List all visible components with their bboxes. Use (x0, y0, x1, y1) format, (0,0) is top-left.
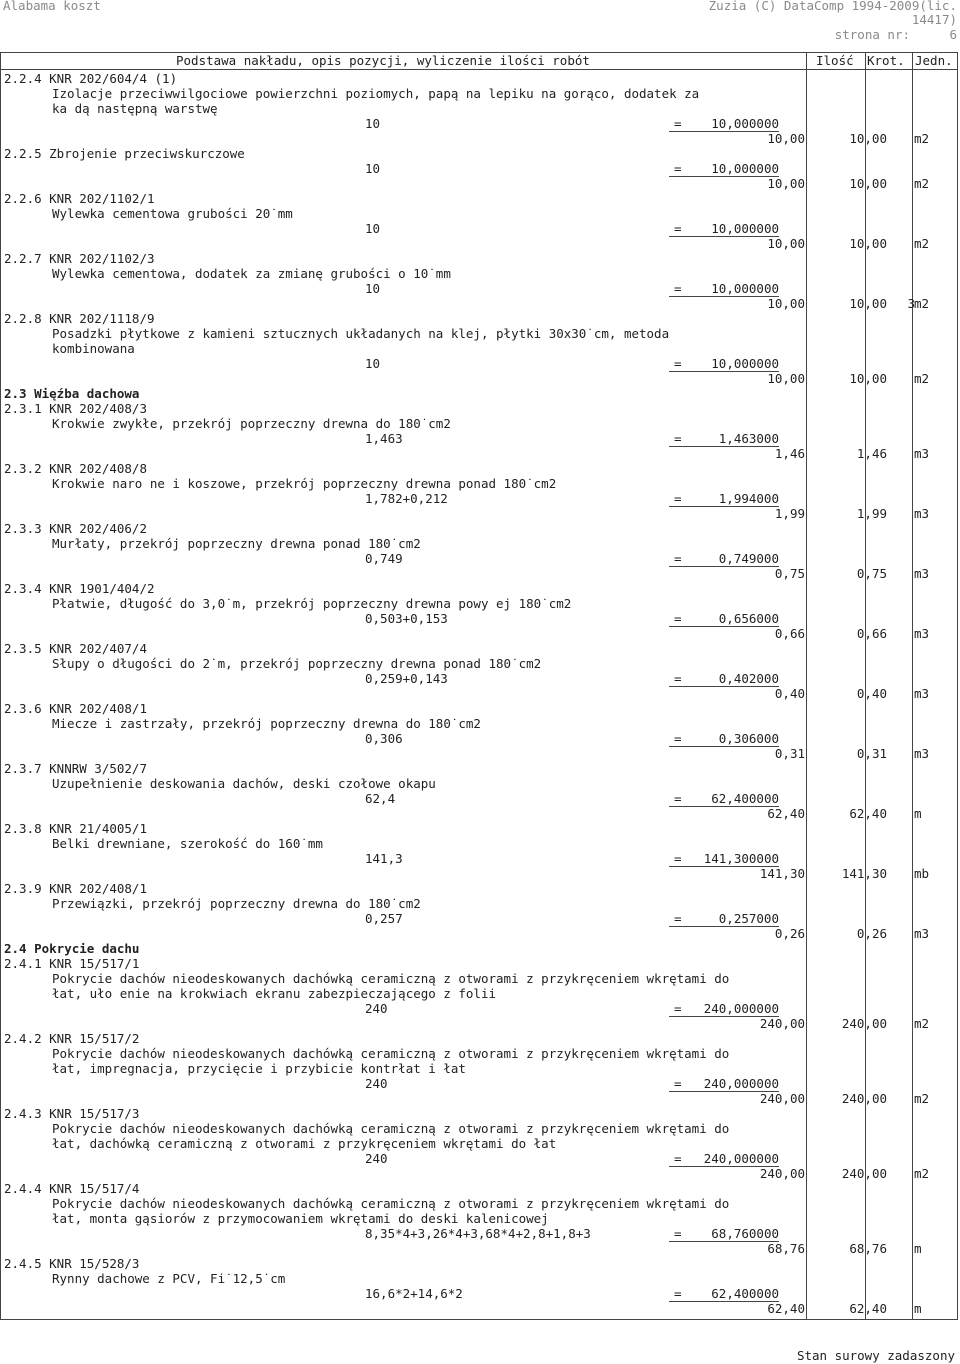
calculated-result: 240,000000 (669, 1151, 779, 1167)
table-row (1, 161, 959, 176)
unit-value: m2 (914, 1016, 930, 1031)
table-row (1, 1211, 959, 1226)
quantity-expression: 10 (365, 281, 381, 296)
equals-sign: = (674, 1286, 682, 1301)
calculated-result: 240,000000 (669, 1076, 779, 1092)
equals-sign: = (674, 911, 682, 926)
unit-value: m (914, 1241, 922, 1256)
equals-sign: = (674, 731, 682, 746)
table-row (1, 671, 959, 686)
table-row (1, 1061, 959, 1076)
table-row (1, 746, 959, 761)
table-row (1, 506, 959, 521)
item-number: 2.3.5 KNR 202/407/4 (4, 641, 147, 656)
quantity-expression: 1,463 (365, 431, 403, 446)
item-description: łat, impregnacja, przycięcie i przybicie kontrłat i łat (52, 1061, 466, 1076)
table-row (1, 206, 959, 221)
calculated-result: 141,300000 (669, 851, 779, 867)
item-number: 2.4.5 KNR 15/528/3 (4, 1256, 140, 1271)
table-row (1, 491, 959, 506)
table-row (1, 311, 959, 326)
calculated-result: 0,257000 (669, 911, 779, 927)
calculated-result: 0,306000 (669, 731, 779, 747)
ilosc-value: 10,00 (767, 236, 805, 251)
equals-sign: = (674, 1226, 682, 1241)
item-description: Miecze i zastrzały, przekrój poprzeczny drewna do 180˙cm2 (52, 716, 481, 731)
table-row (1, 866, 959, 881)
table-row (1, 761, 959, 776)
table-row (1, 791, 959, 806)
table-row (1, 911, 959, 926)
quantity-expression: 240 (365, 1076, 388, 1091)
table-row (1, 146, 959, 161)
unit-value: m3 (914, 626, 930, 641)
krot-value: 0,40 (856, 686, 887, 701)
item-description: Izolacje przeciwwilgociowe powierzchni poziomych, papą na lepiku na gorąco, dodatek za (52, 86, 700, 101)
item-number: 2.2.5 Zbrojenie przeciwskurczowe (4, 146, 245, 161)
header-divider (1, 69, 957, 70)
table-row (1, 836, 959, 851)
equals-sign: = (674, 551, 682, 566)
ilosc-value: 62,40 (767, 806, 805, 821)
table-row (1, 1031, 959, 1046)
table-row (1, 101, 959, 116)
table-row (1, 386, 959, 401)
table-row (1, 716, 959, 731)
krot-value: 10,00 (849, 236, 887, 251)
ilosc-value: 0,31 (774, 746, 805, 761)
item-description: Wylewka cementowa grubości 20˙mm (52, 206, 293, 221)
unit-value: m2 (914, 1091, 930, 1106)
item-number: 2.4.2 KNR 15/517/2 (4, 1031, 140, 1046)
calculated-result: 10,000000 (669, 161, 779, 177)
table-row (1, 596, 959, 611)
unit-value: m3 (914, 506, 930, 521)
quantity-expression: 10 (365, 161, 381, 176)
table-row (1, 896, 959, 911)
table-row (1, 446, 959, 461)
table-row (1, 236, 959, 251)
item-description: Płatwie, długość do 3,0˙m, przekrój poprzeczny drewna powy ej 180˙cm2 (52, 596, 572, 611)
table-row (1, 1091, 959, 1106)
krot-value: 0,26 (856, 926, 887, 941)
item-description: łat, dachówką ceramiczną z otworami z przykręceniem wkrętami do łat (52, 1136, 557, 1151)
table-row (1, 1166, 959, 1181)
table-row (1, 941, 959, 956)
table-row (1, 986, 959, 1001)
equals-sign: = (674, 356, 682, 371)
quantity-expression: 0,306 (365, 731, 403, 746)
krot-value: 1,46 (856, 446, 887, 461)
ilosc-value: 0,26 (774, 926, 805, 941)
table-row (1, 1046, 959, 1061)
unit-value: m2 (914, 371, 930, 386)
item-description: Belki drewniane, szerokość do 160˙mm (52, 836, 323, 851)
ilosc-value: 10,00 (767, 131, 805, 146)
table-row (1, 281, 959, 296)
table-row (1, 641, 959, 656)
table-row (1, 221, 959, 236)
table-row (1, 1121, 959, 1136)
column-header-ilosc: Ilość (816, 53, 854, 68)
table-row (1, 971, 959, 986)
equals-sign: = (674, 431, 682, 446)
item-description: Rynny dachowe z PCV, Fi˙12,5˙cm (52, 1271, 286, 1286)
equals-sign: = (674, 611, 682, 626)
equals-sign: = (674, 671, 682, 686)
table-row (1, 581, 959, 596)
krot-value: 10,00 (849, 296, 887, 311)
header-right-line1: Zuzia (C) DataComp 1994-2009(lic. (708, 0, 957, 13)
table-row (1, 926, 959, 941)
unit-value: m2 (914, 236, 930, 251)
table-row (1, 551, 959, 566)
ilosc-value: 240,00 (759, 1016, 805, 1031)
krot-multiplier: 3 (907, 296, 915, 311)
quantity-expression: 0,257 (365, 911, 403, 926)
quantity-expression: 1,782+0,212 (365, 491, 448, 506)
ilosc-value: 62,40 (767, 1301, 805, 1316)
section-heading: 2.4 Pokrycie dachu (4, 941, 140, 956)
krot-value: 0,75 (856, 566, 887, 581)
calculated-result: 0,749000 (669, 551, 779, 567)
unit-value: m2 (914, 296, 930, 311)
item-description: Krokwie naro ne i koszowe, przekrój poprzeczny drewna ponad 180˙cm2 (52, 476, 557, 491)
item-number: 2.3.9 KNR 202/408/1 (4, 881, 147, 896)
table-row (1, 251, 959, 266)
table-row (1, 626, 959, 641)
table-row (1, 821, 959, 836)
table-row (1, 461, 959, 476)
quantity-expression: 240 (365, 1001, 388, 1016)
krot-value: 0,66 (856, 626, 887, 641)
krot-value: 240,00 (841, 1091, 887, 1106)
ilosc-value: 240,00 (759, 1166, 805, 1181)
unit-value: mb (914, 866, 930, 881)
item-number: 2.2.7 KNR 202/1102/3 (4, 251, 155, 266)
unit-value: m3 (914, 926, 930, 941)
table-row (1, 686, 959, 701)
page-number-label: strona nr: (834, 27, 910, 42)
item-number: 2.3.3 KNR 202/406/2 (4, 521, 147, 536)
table-row (1, 956, 959, 971)
table-row (1, 521, 959, 536)
krot-value: 141,30 (841, 866, 887, 881)
column-header-jedn: Jedn. (915, 53, 953, 68)
krot-value: 10,00 (849, 176, 887, 191)
krot-value: 1,99 (856, 506, 887, 521)
krot-value: 62,40 (849, 1301, 887, 1316)
table-row (1, 71, 959, 86)
calculated-result: 0,656000 (669, 611, 779, 627)
quantity-expression: 8,35*4+3,26*4+3,68*4+2,8+1,8+3 (365, 1226, 591, 1241)
item-description: Wylewka cementowa, dodatek za zmianę grubości o 10˙mm (52, 266, 451, 281)
ilosc-value: 141,30 (759, 866, 805, 881)
krot-value: 0,31 (856, 746, 887, 761)
calculated-result: 1,463000 (669, 431, 779, 447)
unit-value: m2 (914, 131, 930, 146)
krot-value: 68,76 (849, 1241, 887, 1256)
calculated-result: 0,402000 (669, 671, 779, 687)
item-number: 2.3.6 KNR 202/408/1 (4, 701, 147, 716)
krot-value: 10,00 (849, 371, 887, 386)
quantity-expression: 240 (365, 1151, 388, 1166)
table-row (1, 701, 959, 716)
table-row (1, 401, 959, 416)
unit-value: m3 (914, 566, 930, 581)
quantity-expression: 62,4 (365, 791, 396, 806)
calculated-result: 10,000000 (669, 356, 779, 372)
table-row (1, 1151, 959, 1166)
ilosc-value: 10,00 (767, 296, 805, 311)
table-row (1, 341, 959, 356)
table-row (1, 656, 959, 671)
calculated-result: 240,000000 (669, 1001, 779, 1017)
table-row (1, 1301, 959, 1316)
calculated-result: 62,400000 (669, 1286, 779, 1302)
item-description: Krokwie zwykłe, przekrój poprzeczny drewna do 180˙cm2 (52, 416, 451, 431)
unit-value: m3 (914, 746, 930, 761)
item-description: Pokrycie dachów nieodeskowanych dachówką ceramiczną z otworami z przykręceniem wkrętami do (52, 971, 730, 986)
krot-value: 240,00 (841, 1166, 887, 1181)
table-row (1, 1076, 959, 1091)
page-number: 6 (949, 27, 957, 42)
table-row (1, 1256, 959, 1271)
unit-value: m (914, 1301, 922, 1316)
calculated-result: 10,000000 (669, 116, 779, 132)
quantity-expression: 0,749 (365, 551, 403, 566)
ilosc-value: 0,75 (774, 566, 805, 581)
table-row (1, 296, 959, 311)
ilosc-value: 10,00 (767, 176, 805, 191)
quantity-expression: 0,503+0,153 (365, 611, 448, 626)
item-number: 2.2.8 KNR 202/1118/9 (4, 311, 155, 326)
item-description: Słupy o długości do 2˙m, przekrój poprzeczny drewna ponad 180˙cm2 (52, 656, 542, 671)
footer-label: Stan surowy zadaszony (796, 1348, 955, 1363)
table-row (1, 1136, 959, 1151)
table-row (1, 776, 959, 791)
table-row (1, 371, 959, 386)
item-number: 2.3.8 KNR 21/4005/1 (4, 821, 147, 836)
item-description: łat, uło enie na krokwiach ekranu zabezpieczającego z folii (52, 986, 497, 1001)
estimate-table (0, 52, 958, 1320)
table-row (1, 431, 959, 446)
item-description: Murłaty, przekrój poprzeczny drewna ponad 180˙cm2 (52, 536, 421, 551)
table-row (1, 476, 959, 491)
table-row (1, 326, 959, 341)
item-description: Posadzki płytkowe z kamieni sztucznych układanych na klej, płytki 30x30˙cm, metoda (52, 326, 670, 341)
equals-sign: = (674, 491, 682, 506)
item-number: 2.4.3 KNR 15/517/3 (4, 1106, 140, 1121)
item-number: 2.2.6 KNR 202/1102/1 (4, 191, 155, 206)
table-row (1, 86, 959, 101)
table-row (1, 536, 959, 551)
ilosc-value: 68,76 (767, 1241, 805, 1256)
item-description: łat, monta gąsiorów z przymocowaniem wkrętami do deski kalenicowej (52, 1211, 549, 1226)
table-row (1, 1241, 959, 1256)
quantity-expression: 16,6*2+14,6*2 (365, 1286, 463, 1301)
equals-sign: = (674, 281, 682, 296)
table-row (1, 1181, 959, 1196)
table-row (1, 731, 959, 746)
unit-value: m2 (914, 176, 930, 191)
table-row (1, 611, 959, 626)
quantity-expression: 0,259+0,143 (365, 671, 448, 686)
table-row (1, 1196, 959, 1211)
table-row (1, 1016, 959, 1031)
table-row (1, 1001, 959, 1016)
ilosc-value: 10,00 (767, 371, 805, 386)
table-row (1, 1286, 959, 1301)
table-row (1, 881, 959, 896)
equals-sign: = (674, 851, 682, 866)
header-right-line2: 14417) (911, 12, 957, 27)
calculated-result: 10,000000 (669, 281, 779, 297)
item-description: Pokrycie dachów nieodeskowanych dachówką ceramiczną z otworami z przykręceniem wkrętami do (52, 1196, 730, 1211)
calculated-result: 1,994000 (669, 491, 779, 507)
equals-sign: = (674, 1076, 682, 1091)
item-number: 2.3.1 KNR 202/408/3 (4, 401, 147, 416)
quantity-expression: 141,3 (365, 851, 403, 866)
table-row (1, 1226, 959, 1241)
table-row (1, 191, 959, 206)
item-number: 2.3.4 KNR 1901/404/2 (4, 581, 155, 596)
table-row (1, 1106, 959, 1121)
krot-value: 62,40 (849, 806, 887, 821)
table-row (1, 116, 959, 131)
equals-sign: = (674, 791, 682, 806)
column-header-krot: Krot. (867, 53, 905, 68)
item-description: ka dą następną warstwę (52, 101, 218, 116)
quantity-expression: 10 (365, 116, 381, 131)
quantity-expression: 10 (365, 356, 381, 371)
table-row (1, 566, 959, 581)
ilosc-value: 0,66 (774, 626, 805, 641)
item-description: Pokrycie dachów nieodeskowanych dachówką ceramiczną z otworami z przykręceniem wkrętami do (52, 1046, 730, 1061)
krot-value: 240,00 (841, 1016, 887, 1031)
ilosc-value: 1,46 (774, 446, 805, 461)
section-heading: 2.3 Więźba dachowa (4, 386, 140, 401)
unit-value: m3 (914, 446, 930, 461)
item-number: 2.2.4 KNR 202/604/4 (1) (4, 71, 178, 86)
header-left: Alabama koszt (3, 0, 101, 13)
column-header-description: Podstawa nakładu, opis pozycji, wyliczenie ilości robót (176, 53, 590, 68)
item-description: Pokrycie dachów nieodeskowanych dachówką ceramiczną z otworami z przykręceniem wkrętami do (52, 1121, 730, 1136)
table-row (1, 806, 959, 821)
table-row (1, 851, 959, 866)
unit-value: m3 (914, 686, 930, 701)
table-row (1, 416, 959, 431)
krot-value: 10,00 (849, 131, 887, 146)
item-description: kombinowana (52, 341, 135, 356)
equals-sign: = (674, 116, 682, 131)
table-row (1, 266, 959, 281)
ilosc-value: 0,40 (774, 686, 805, 701)
unit-value: m2 (914, 1166, 930, 1181)
table-row (1, 356, 959, 371)
item-description: Przewiązki, przekrój poprzeczny drewna do 180˙cm2 (52, 896, 421, 911)
calculated-result: 62,400000 (669, 791, 779, 807)
unit-value: m (914, 806, 922, 821)
calculated-result: 68,760000 (669, 1226, 779, 1242)
equals-sign: = (674, 221, 682, 236)
calculated-result: 10,000000 (669, 221, 779, 237)
equals-sign: = (674, 161, 682, 176)
item-number: 2.4.1 KNR 15/517/1 (4, 956, 140, 971)
table-row (1, 1271, 959, 1286)
equals-sign: = (674, 1001, 682, 1016)
item-number: 2.3.2 KNR 202/408/8 (4, 461, 147, 476)
quantity-expression: 10 (365, 221, 381, 236)
item-number: 2.3.7 KNNRW 3/502/7 (4, 761, 147, 776)
equals-sign: = (674, 1151, 682, 1166)
ilosc-value: 240,00 (759, 1091, 805, 1106)
table-row (1, 131, 959, 146)
item-description: Uzupełnienie deskowania dachów, deski czołowe okapu (52, 776, 436, 791)
item-number: 2.4.4 KNR 15/517/4 (4, 1181, 140, 1196)
table-row (1, 176, 959, 191)
ilosc-value: 1,99 (774, 506, 805, 521)
